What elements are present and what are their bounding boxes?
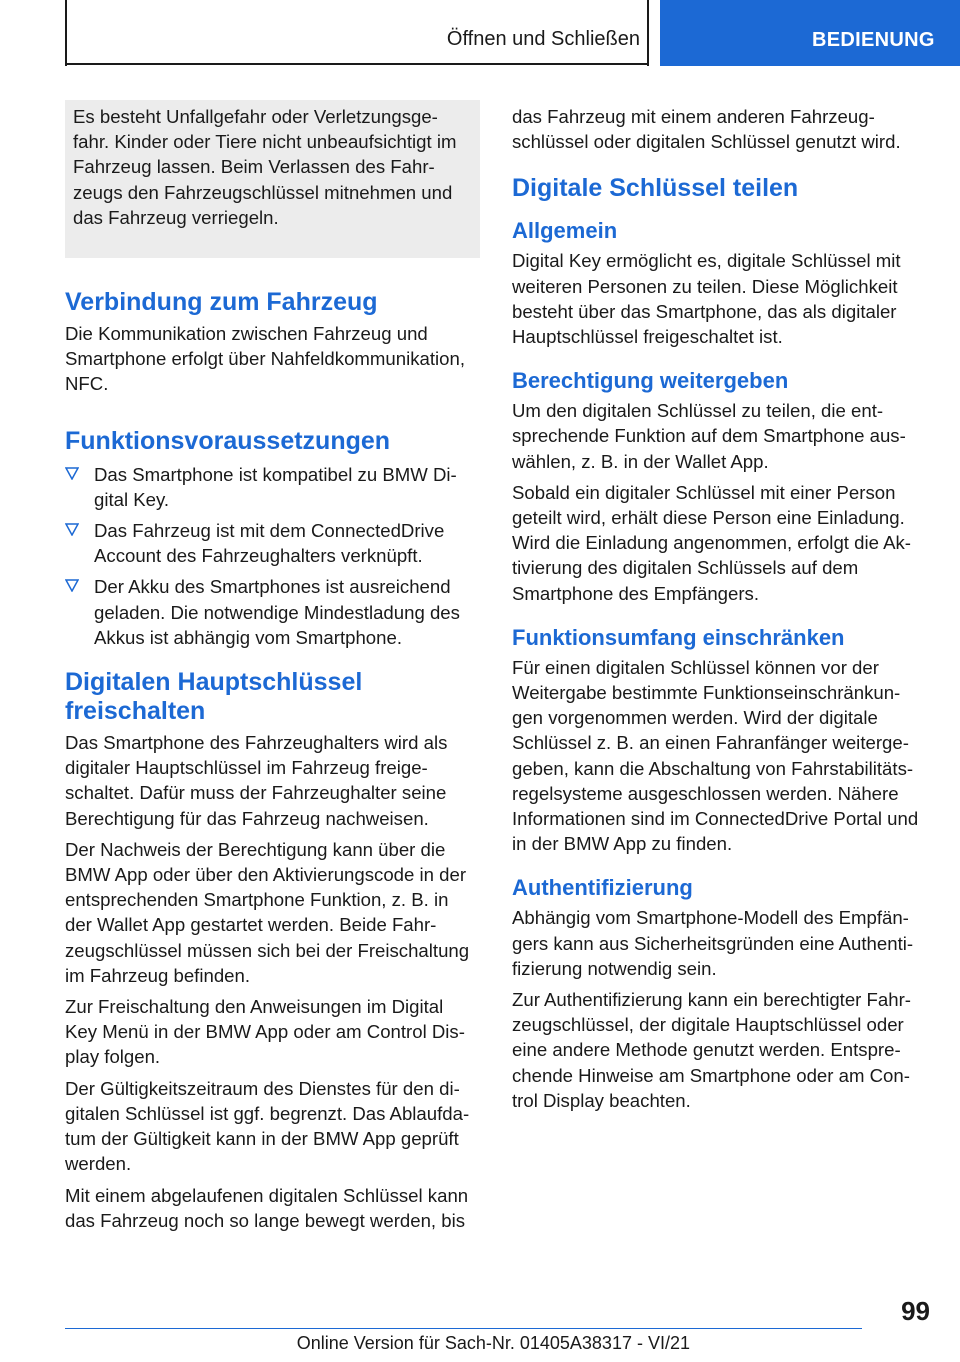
paragraph-unlock-1: Das Smartphone des Fahrzeughalters wird als digitaler Hauptschlüssel im Fahrzeug freige-schaltet. Dafür muss der Fahrzeughalter seine Berechtigung für das Fahrzeug nachweisen.	[65, 732, 448, 829]
left-column	[65, 100, 480, 1239]
heading-general: Allgemein	[512, 218, 618, 244]
header-rule-bottom	[65, 63, 649, 65]
footer-text: Online Version für Sach-Nr. 01405A38317 - VI/21	[296, 1333, 690, 1353]
list-item-text: Der Akku des Smartphones ist ausreichend geladen. Die notwendige Mindestladung des Akkus ist abhängig vom Smartphone.	[94, 576, 460, 648]
footer-rule	[65, 1328, 862, 1329]
header-chapter-tab: BEDIENUNG	[660, 0, 960, 66]
paragraph-continued: das Fahrzeug mit einem anderen Fahrzeug-schlüssel oder digitalen Schlüssel genutzt wird.	[512, 106, 901, 153]
triangle-bullet-icon	[65, 467, 79, 480]
list-item-text: Das Fahrzeug ist mit dem ConnectedDrive Account des Fahrzeughalters verknüpft.	[94, 520, 445, 567]
warning-text: Es besteht Unfallgefahr oder Verletzungsge-fahr. Kinder oder Tiere nicht unbeaufsichtigt im Fahrzeug lassen. Beim Verlassen des Fahr-zeugs den Fahrzeugschlüssel mitnehmen und das Fahrzeug verriegeln.	[73, 106, 457, 228]
right-column	[512, 100, 924, 1119]
paragraph-auth-2: Zur Authentifizierung kann ein berechtigter Fahr-zeugschlüssel, der digitale Hauptschlüssel oder eine andere Methode genutzt werden. Entspre-chende Hinweise am Smartphone oder am Con-trol Display beachten.	[512, 989, 911, 1111]
paragraph-connection: Die Kommunikation zwischen Fahrzeug und Smartphone erfolgt über Nahfeldkommunikation, NFC.	[65, 323, 465, 395]
triangle-bullet-icon	[65, 579, 79, 592]
paragraph-pass-1: Um den digitalen Schlüssel zu teilen, die ent-sprechende Funktion auf dem Smartphone aus-wählen, z. B. in der Wallet App.	[512, 400, 906, 472]
list-item	[65, 518, 480, 568]
paragraph-general: Digital Key ermöglicht es, digitale Schlüssel mit weiteren Personen zu teilen. Diese Möglichkeit besteht über das Smartphone, das als digitaler Hauptschlüssel freigeschaltet ist.	[512, 250, 901, 348]
list-item-text: Das Smartphone ist kompatibel zu BMW Di-gital Key.	[94, 463, 457, 510]
list-item	[65, 462, 480, 512]
paragraph-auth-1: Abhängig vom Smartphone-Modell des Empfän-gers kann aus Sicherheitsgründen eine Authenti-fizierung notwendig sein.	[512, 907, 914, 979]
header-rule-left	[65, 0, 67, 66]
paragraph-pass-2: Sobald ein digitaler Schlüssel mit einer Person geteilt wird, erhält diese Person eine Einladung. Wird die Einladung angenommen, erfolgt die Ak-tivierung des digitalen Schlüssels auf dem Smartphone des Empfängers.	[512, 481, 911, 604]
heading-connection: Verbindung zum Fahrzeug	[65, 288, 378, 317]
heading-auth: Authentifizierung	[512, 875, 693, 901]
requirements-list	[65, 462, 480, 650]
header-section-title: Öffnen und Schließen	[446, 28, 640, 50]
heading-pass: Berechtigung weitergeben	[512, 368, 789, 394]
list-item	[65, 574, 480, 650]
paragraph-unlock-4: Der Gültigkeitszeitraum des Dienstes für den di-gitalen Schlüssel ist ggf. begrenzt. Das Ablaufda-tum der Gültigkeit kann in der BMW App geprüft werden.	[65, 1077, 470, 1175]
warning-box	[65, 100, 480, 258]
header-rule-divider	[647, 0, 649, 66]
paragraph-unlock-2: Der Nachweis der Berechtigung kann über die BMW App oder über den Aktivierungscode in der entsprechenden Smartphone Funktion, z. B. in der Wallet App gestartet werden. Beide Fahr-zeugschlüssel müssen sich bei der Freischaltung im Fahrzeug befinden.	[65, 838, 470, 986]
heading-unlock: Digitalen Hauptschlüssel freischalten	[65, 668, 363, 726]
heading-restrict: Funktionsumfang einschränken	[512, 624, 845, 650]
heading-requirements: Funktionsvoraussetzungen	[65, 426, 391, 455]
page-header	[0, 0, 960, 66]
triangle-bullet-icon	[65, 523, 79, 536]
paragraph-unlock-3: Zur Freischaltung den Anweisungen im Digital Key Menü in der BMW App oder am Control Dis-play folgen.	[65, 996, 465, 1068]
paragraph-restrict: Für einen digitalen Schlüssel können vor der Weitergabe bestimmte Funktionseinschränkun-gen vorgenommen werden. Wird der digitale Schlüssel z. B. an einen Fahranfänger weiterge-geben, kann die Abschaltung von Fahrstabilitäts-regelsysteme ausgeschlossen werden. Nähere Informationen sind im ConnectedDrive Portal und in der BMW App zu finden.	[512, 656, 919, 855]
paragraph-unlock-5: Mit einem abgelaufenen digitalen Schlüssel kann das Fahrzeug noch so lange bewegt werden, bis	[65, 1184, 469, 1231]
page-number: 99	[901, 1296, 930, 1326]
heading-share: Digitale Schlüssel teilen	[512, 174, 799, 203]
